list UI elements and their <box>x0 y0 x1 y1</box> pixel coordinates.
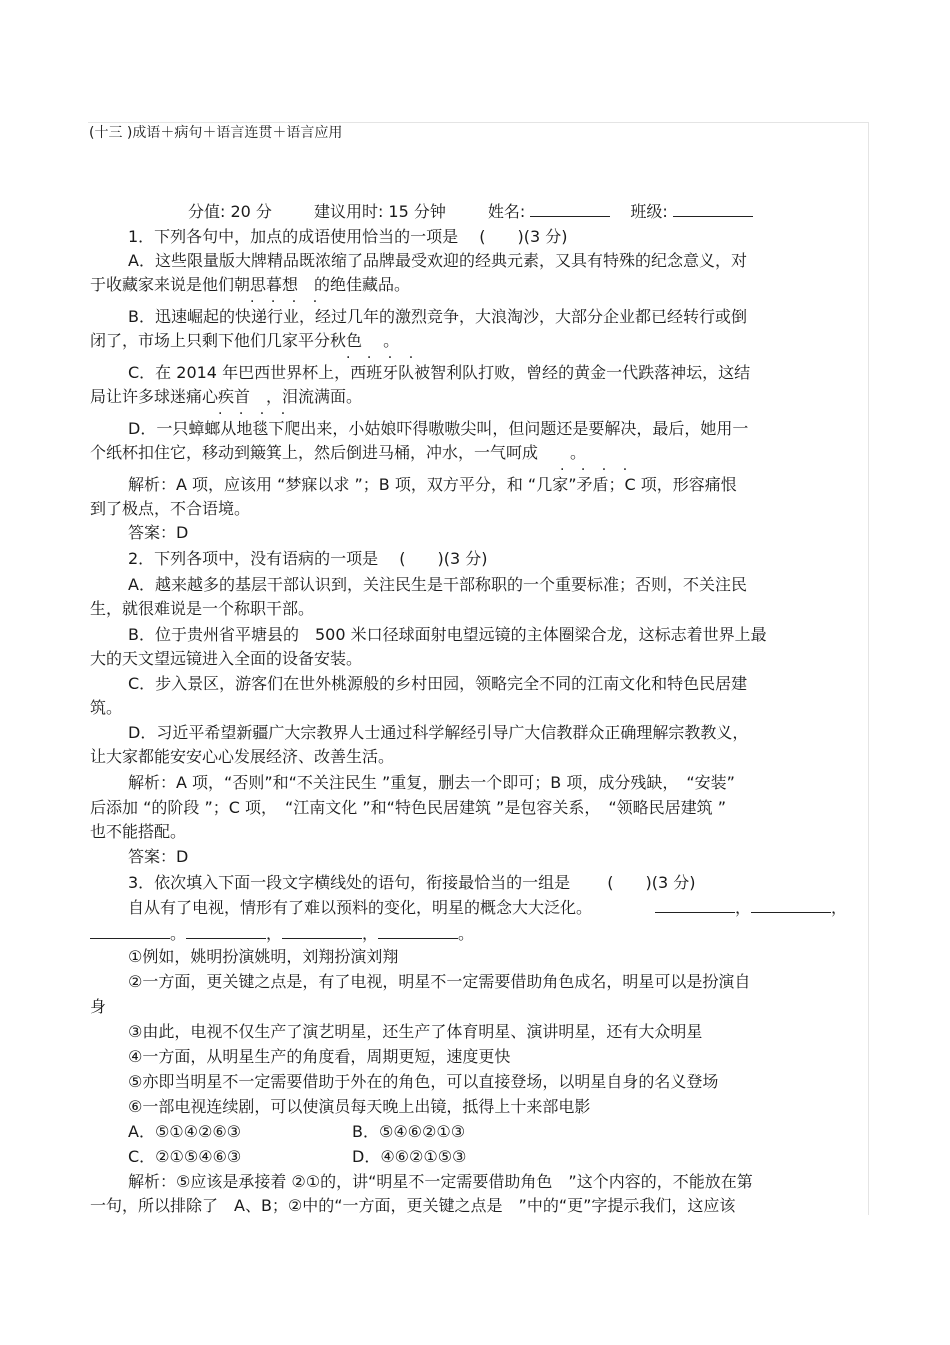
fill-blank[interactable] <box>186 922 266 939</box>
class-label: 班级: <box>630 202 668 221</box>
q3-blanks-row1: ， ， <box>655 896 847 919</box>
q2-option-c-line2: 筑。 <box>90 698 123 717</box>
q3-option-b: B．⑤④⑥②①③ <box>352 1122 466 1141</box>
fill-blank[interactable] <box>282 922 362 939</box>
time-info: 建议用时: 15 分钟 <box>313 202 446 221</box>
q2-option-b-line1: B．位于贵州省平塘县的 500 米口径球面射电望远镜的主体圈梁合龙，这标志着世界上最 <box>128 625 767 644</box>
fill-blank[interactable] <box>378 922 458 939</box>
q2-option-c-line1: C．步入景区，游客们在世外桃源般的乡村田园，领略完全不同的江南文化和特色民居建 <box>128 674 748 693</box>
name-field[interactable] <box>530 200 610 217</box>
q1-option-b-line1: B．迅速崛起的快递行业，经过几年的激烈竞争，大浪淘沙，大部分企业都已经转行或倒 <box>128 307 747 326</box>
q1-answer: 答案：D <box>128 523 189 542</box>
q3-explanation-line2: 一句，所以排除了 A、B；②中的“一方面，更关键之点是 ”中的“更”字提示我们，这应该 <box>90 1196 736 1215</box>
q3-sentence-1: ①例如，姚明扮演姚明，刘翔扮演刘翔 <box>128 947 399 966</box>
q1-option-c-line2: 局让许多球迷痛心疾首 ，泪流满面。 <box>90 387 363 406</box>
q2-option-d-line2: 让大家都能安安心心发展经济、改善生活。 <box>90 747 395 766</box>
q2-option-d-line1: D．习近平希望新疆广大宗教界人士通过科学解经引导广大信教群众正确理解宗教教义， <box>128 723 749 742</box>
q2-answer: 答案：D <box>128 847 189 866</box>
q3-option-a: A．⑤①④②⑥③ <box>128 1122 242 1141</box>
q1-option-d-line1: D．一只蟑螂从地毯下爬出来，小姑娘吓得嗷嗷尖叫，但问题还是要解决，最后，她用一 <box>128 419 749 438</box>
q3-option-d: D．④⑥②①⑤③ <box>352 1147 467 1166</box>
q1-option-c-line1: C．在 2014 年巴西世界杯上，西班牙队被智利队打败，曾经的黄金一代跌落神坛，这结 <box>128 363 751 382</box>
q3-sentence-4: ④一方面，从明星生产的角度看，周期更短，速度更快 <box>128 1047 511 1066</box>
name-label: 姓名: <box>487 202 526 221</box>
q1-stem: 1．下列各句中，加点的成语使用恰当的一项是 ( )(3 分) <box>128 227 568 246</box>
q3-sentence-2-line1: ②一方面，更关键之点是，有了电视，明星不一定需要借助角色成名，明星可以是扮演自 <box>128 972 751 991</box>
q2-explanation-line2: 后添加 “的阶段 ”；C 项， “江南文化 ”和“特色民居建筑 ”是包容关系， “领略民居建筑 ” <box>90 798 727 817</box>
q2-option-b-line2: 大的天文望远镜进入全面的设备安装。 <box>90 649 363 668</box>
fill-blank[interactable] <box>655 896 735 913</box>
info-row <box>188 200 753 223</box>
q3-stem: 3．依次填入下面一段文字横线处的语句，衔接最恰当的一组是 ( )(3 分) <box>128 873 696 892</box>
emphasis-dots: . . . . <box>218 402 292 418</box>
q2-option-a-line2: 生，就很难说是一个称职干部。 <box>90 599 315 618</box>
q3-intro <box>128 897 592 919</box>
fill-blank[interactable] <box>751 896 831 913</box>
q1-explanation-line1: 解析：A 项，应该用 “梦寐以求 ”；B 项，双方平分，和 “几家”矛盾；C 项，形容痛恨 <box>128 475 737 494</box>
q3-intro-text: 自从有了电视，情形有了难以预料的变化，明星的概念大大泛化。 <box>128 898 593 917</box>
q3-option-c: C．②①⑤④⑥③ <box>128 1147 242 1166</box>
q3-sentence-5: ⑤亦即当明星不一定需要借助于外在的角色，可以直接登场，以明星自身的名义登场 <box>128 1072 719 1091</box>
q1-option-b-line2: 闭了，市场上只剩下他们几家平分秋色 。 <box>90 331 400 350</box>
emphasis-dots: . . . . <box>250 290 324 306</box>
q1-explanation-line2: 到了极点，不合语境。 <box>90 499 251 518</box>
q1-option-a-line1: A．这些限量版大牌精品既浓缩了品牌最受欢迎的经典元素，又具有特殊的纪念意义，对 <box>128 251 747 270</box>
q2-explanation-line3: 也不能搭配。 <box>90 822 187 841</box>
emphasis-dots: . . . . <box>346 346 420 362</box>
q3-sentence-6: ⑥一部电视连续剧，可以使演员每天晚上出镜，抵得上十来部电影 <box>128 1097 591 1116</box>
q3-explanation-line1: 解析：⑤应该是承接着 ②①的，讲“明星不一定需要借助角色 ”这个内容的，不能放在第 <box>128 1172 753 1191</box>
q2-stem: 2．下列各项中，没有语病的一项是 ( )(3 分) <box>128 549 488 568</box>
q3-sentence-2-line2: 身 <box>90 997 107 1016</box>
class-field[interactable] <box>673 200 753 217</box>
q3-blanks-row2: 。 ， ， 。 <box>90 922 474 945</box>
q2-option-a-line1: A．越来越多的基层干部认识到，关注民生是干部称职的一个重要标准；否则，不关注民 <box>128 575 747 594</box>
q2-explanation-line1: 解析：A 项，“否则”和“不关注民生 ”重复，删去一个即可；B 项，成分残缺， “安装” <box>128 773 735 792</box>
score-info: 分值: 20 分 <box>188 202 272 221</box>
q1-option-a-line2: 于收藏家来说是他们朝思暮想 的绝佳藏品。 <box>90 275 411 294</box>
worksheet-header: (十三 )成语＋病句＋语言连贯＋语言应用 <box>89 125 343 141</box>
emphasis-dots: . . . . <box>560 458 634 474</box>
fill-blank[interactable] <box>90 922 170 939</box>
q1-option-d-line2: 个纸杯扣住它，移动到簸箕上，然后倒进马桶，冲水，一气呵成 。 <box>90 443 587 462</box>
q3-sentence-3: ③由此，电视不仅生产了演艺明星，还生产了体育明星、演讲明星，还有大众明星 <box>128 1022 703 1041</box>
